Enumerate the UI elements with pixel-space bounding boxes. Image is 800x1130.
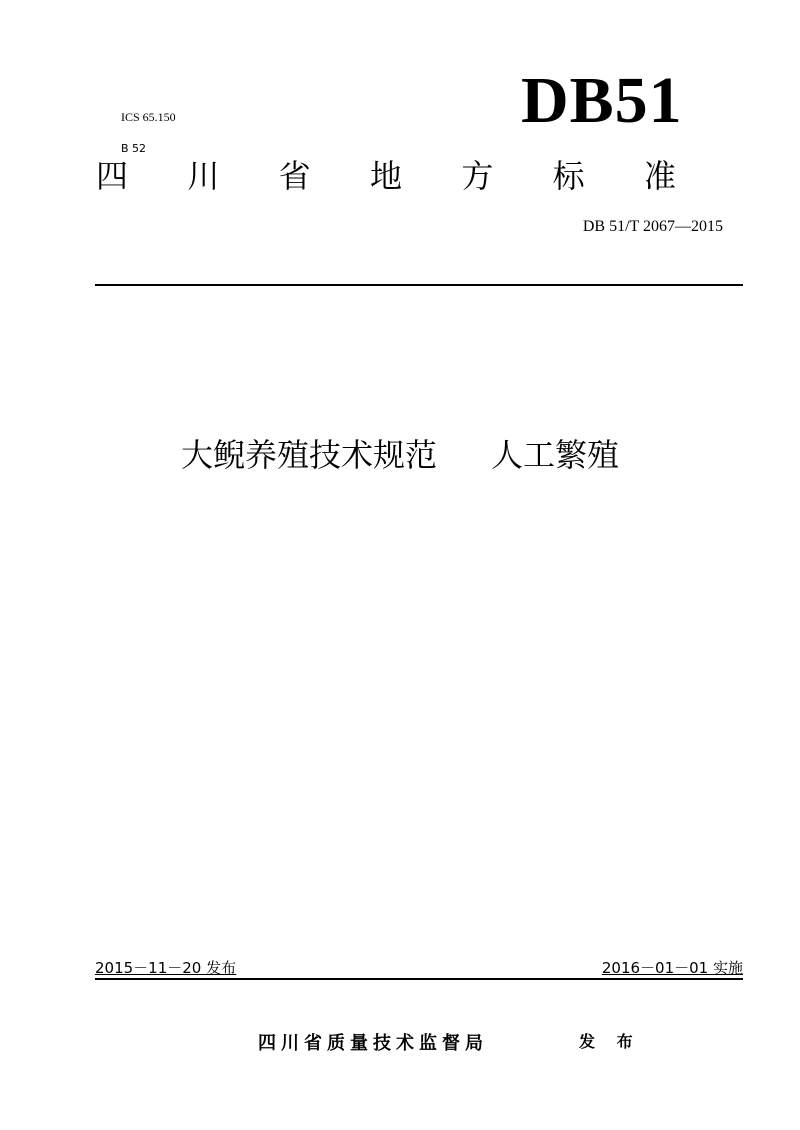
standard-type-char: 四 — [96, 157, 129, 195]
standard-type-char: 地 — [369, 157, 402, 195]
standard-logo: DB51 — [521, 64, 683, 137]
standard-type — [96, 158, 676, 194]
top-divider — [95, 284, 743, 286]
publish-label: 发 布 — [579, 1032, 641, 1051]
issue-date: 2015－11－20 发布 — [95, 959, 237, 977]
document-title — [0, 436, 800, 474]
ccs-code: B 52 — [121, 142, 147, 155]
standard-type-char: 省 — [278, 157, 311, 195]
date-row — [95, 958, 743, 978]
standard-type-char: 准 — [643, 157, 676, 195]
bottom-divider — [95, 978, 743, 980]
ics-code: ICS 65.150 — [121, 110, 176, 124]
standard-type-char: 标 — [552, 157, 585, 195]
standard-type-char: 方 — [461, 157, 494, 195]
standard-type-char: 川 — [187, 157, 220, 195]
title-sub: 人工繁殖 — [491, 436, 620, 474]
implement-date: 2016－01－01 实施 — [601, 959, 743, 977]
standard-number: DB 51/T 2067—2015 — [582, 218, 723, 235]
title-main: 大鲵养殖技术规范 — [180, 436, 437, 474]
publisher: 四川省质量技术监督局 — [258, 1033, 488, 1054]
